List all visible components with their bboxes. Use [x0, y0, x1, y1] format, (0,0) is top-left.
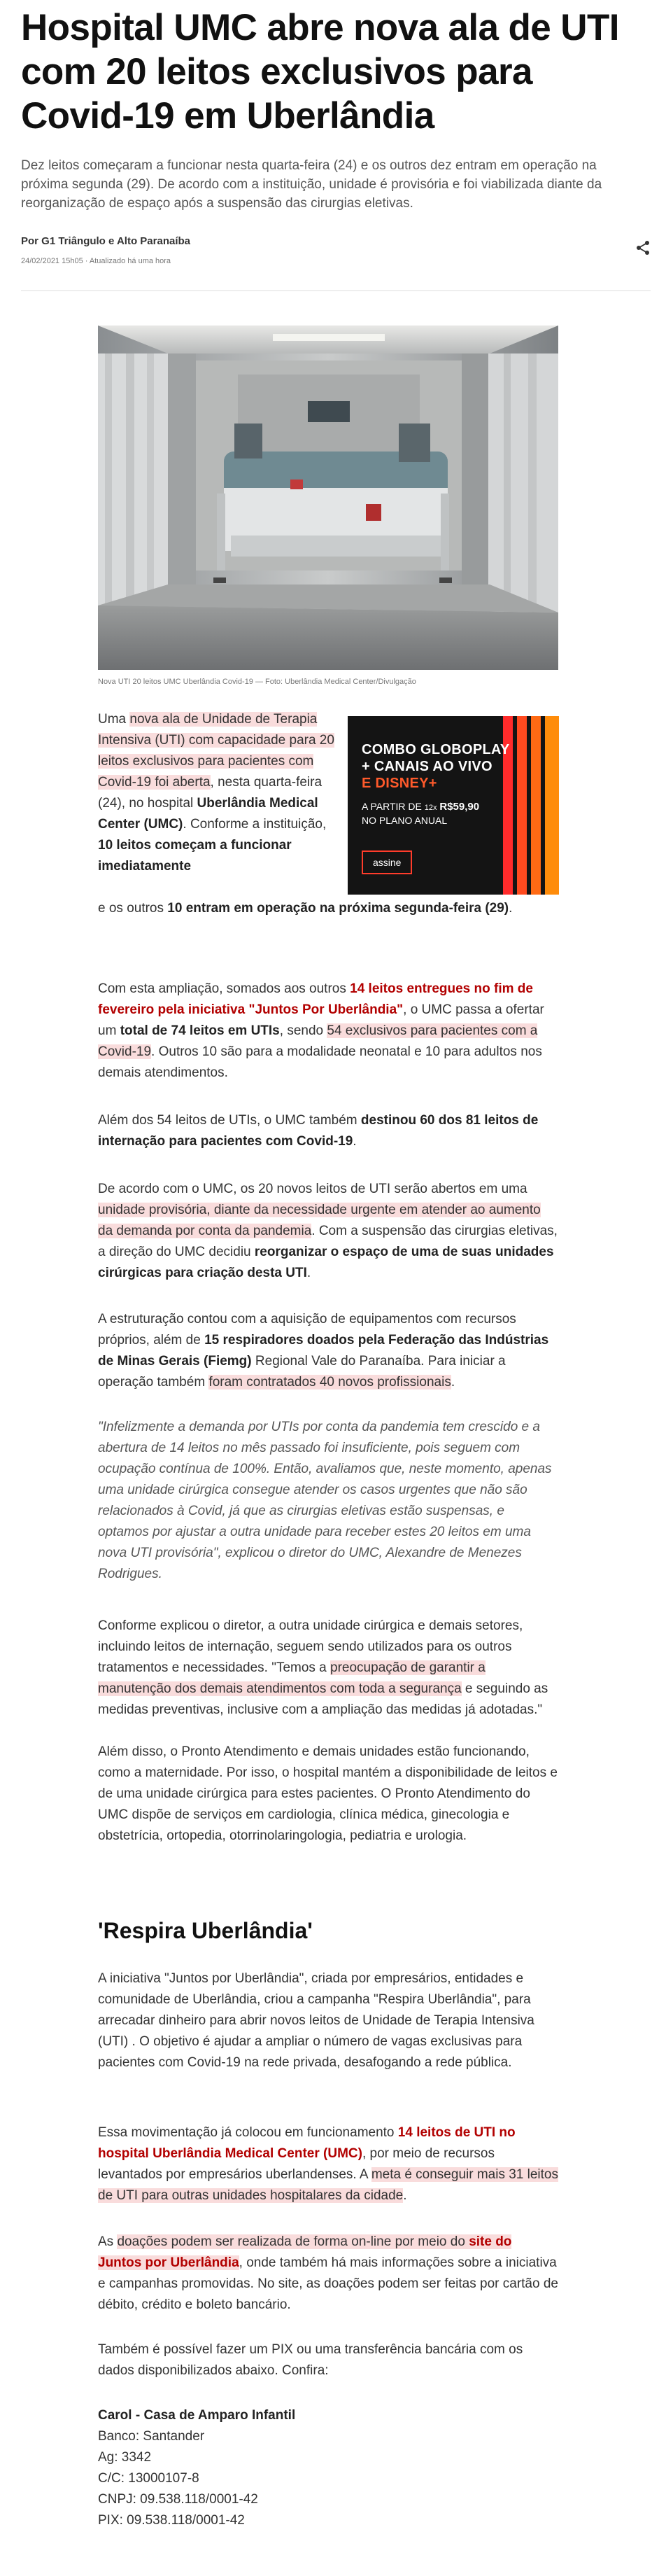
- ad-line-3: E DISNEY+: [362, 776, 437, 791]
- bank-account: C/C: 13000107-8: [98, 2471, 199, 2486]
- paragraph-3: Além dos 54 leitos de UTIs, o UMC também destinou 60 dos 81 leitos de internação para pacientes com Covid-19.: [98, 1113, 539, 1149]
- byline-row: [21, 235, 651, 265]
- highlight: nova ala de Unidade de Terapia Intensiva (UTI) com capacidade para 20 leitos exclusivos para pacientes com Covid-19 foi aberta: [98, 712, 334, 790]
- paragraph-5: A estruturação contou com a aquisição de equipamentos com recursos próprios, além de 15 respiradores doados pela Federação das Indústrias de Minas Gerais (Fiemg) Regional Vale do Paranaíba. Para iniciar a operação também foram contratados 40 novos profissionais.: [98, 1312, 549, 1390]
- bank-details: [98, 2405, 558, 2531]
- paragraph-4: De acordo com o UMC, os 20 novos leitos de UTI serão abertos em uma unidade provisória, diante da necessidade urgente em atender ao aumento da demanda por conta da pandemia. Com a suspensão das cirurgias eletivas, a direção do UMC decidiu reorganizar o espaço de uma de suas unidades cirúrgicas para criação desta UTI.: [98, 1182, 558, 1280]
- header-divider: [21, 290, 651, 291]
- paragraph-8: A iniciativa "Juntos por Uberlândia", criada por empresários, entidades e comunidade de Uberlândia, criou a campanha "Respira Uberlândia", para arrecadar dinheiro para abrir novos leitos de Unidade de Terapia Intensiva (UTI) . O objetivo é ajudar a ampliar o número de vagas exclusivas para pacientes com Covid-19 na rede privada, desafogando a rede pública.: [98, 1971, 534, 2070]
- paragraph-1-end: e os outros 10 entram em operação na próxima segunda-feira (29).: [98, 901, 513, 916]
- article-subtitle: Dez leitos começaram a funcionar nesta quarta-feira (24) e os outros dez entram em operação na próxima segunda (29). De acordo com a instituição, unidade é provisória e foi viabilizada diante da reorganização de espaço após a suspensão das cirurgias eletivas.: [21, 158, 602, 211]
- article-header: [0, 0, 666, 265]
- paragraph-11: Também é possível fazer um PIX ou uma transferência bancária com os dados disponibilizados abaixo. Confira:: [98, 2342, 523, 2378]
- share-icon[interactable]: [635, 239, 651, 256]
- link-juntos-por-uberlandia[interactable]: 14 leitos entregues no fim de fevereiro pela iniciativa "Juntos Por Uberlândia": [98, 981, 533, 1017]
- section-respira: [98, 1918, 558, 1944]
- article-photo[interactable]: [98, 326, 558, 670]
- paragraph-6: Conforme explicou o diretor, a outra unidade cirúrgica e demais setores, incluindo leitos de internação, seguem sendo utilizados para os outros tratamentos e necessidades. "Temos a preocupação de garantir a manutenção dos demais atendimentos com toda a segurança e seguindo as medidas preventivas, inclusive com a ampliação das medidas já adotadas.": [98, 1618, 548, 1717]
- quote-block: [98, 1417, 558, 1585]
- director-quote: "Infelizmente a demanda por UTIs por conta da pandemia tem crescido e a abertura de 14 leitos no mês passado foi insuficiente, pois seguem com ocupação contínua de 100%. Então, avaliamos que, neste momento, apenas uma unidade cirúrgica consegue atender os casos urgentes que não são relacionados à Covid, já que as cirurgias eletivas estão suspensas, e optamos por ajustar a outra unidade para receber estes 20 leitos em uma nova UTI provisória", explicou o diretor do UMC, Alexandre de Menezes Rodrigues.: [98, 1420, 552, 1581]
- paragraph-7: Além disso, o Pronto Atendimento e demais unidades estão funcionando, como a maternidade. Por isso, o hospital mantém a disponibilidade de leitos e de uma unidade cirúrgica para estes pacientes. O Pronto Atendimento do UMC dispõe de serviços em cardiologia, clínica médica, ginecologia e obstetrícia, ortopedia, otorrinolaringologia, pediatria e urologia.: [98, 1744, 558, 1843]
- ad-subscribe-button[interactable]: assine: [362, 850, 412, 874]
- paragraph-2: Com esta ampliação, somados aos outros 14 leitos entregues no fim de fevereiro pela iniciativa "Juntos Por Uberlândia", o UMC passa a ofertar um total de 74 leitos em UTIs, sendo 54 exclusivos para pacientes com a Covid-19. Outros 10 são para a modalidade neonatal e 10 para adultos nos demais atendimentos.: [98, 981, 544, 1080]
- ad-line-2: + CANAIS AO VIVO: [362, 759, 493, 774]
- ad-line-1: COMBO GLOBOPLAY: [362, 742, 510, 757]
- section-title: 'Respira Uberlândia': [98, 1918, 313, 1943]
- publish-date: 24/02/2021 15h05 · Atualizado há uma hora: [21, 257, 171, 265]
- byline: Por G1 Triângulo e Alto Paranaíba: [21, 235, 190, 247]
- paragraph-9: Essa movimentação já colocou em funcionamento 14 leitos de UTI no hospital Uberlândia Medical Center (UMC), por meio de recursos levantados por empresários uberlandenses. A meta é conseguir mais 31 leitos de UTI para outras unidades hospitalares da cidade.: [98, 2125, 558, 2203]
- ad-price: [362, 800, 479, 827]
- photo-caption: Nova UTI 20 leitos UMC Uberlândia Covid-19 — Foto: Uberlândia Medical Center/Divulgação: [98, 678, 416, 686]
- ad-price-suffix: NO PLANO ANUAL: [362, 815, 448, 826]
- bank-beneficiary: Carol - Casa de Amparo Infantil: [98, 2408, 296, 2423]
- link-umc[interactable]: 14 leitos de UTI no hospital Uberlândia Medical Center (UMC): [98, 2125, 516, 2161]
- link-site-juntos[interactable]: site do Juntos por Uberlândia: [98, 2234, 512, 2270]
- ad-price-qty: 12x: [424, 804, 437, 812]
- paragraph-1: Uma nova ala de Unidade de Terapia Intensiva (UTI) com capacidade para 20 leitos exclusivos para pacientes com Covid-19 foi aberta, nesta quarta-feira (24), no hospital Uberlândia Medical Center (UMC). Conforme a instituição, 10 leitos começam a funcionar imediatamente: [98, 712, 334, 874]
- article-title: Hospital UMC abre nova ala de UTI com 20 leitos exclusivos para Covid-19 em Uberlândia: [21, 7, 619, 136]
- bank-name: Banco: Santander: [98, 2429, 205, 2444]
- ad-headline: [362, 741, 510, 792]
- advertisement[interactable]: [348, 716, 559, 895]
- bank-agency: Ag: 3342: [98, 2450, 152, 2465]
- bank-pix: PIX: 09.538.118/0001-42: [98, 2513, 245, 2528]
- ad-price-value: R$59,90: [439, 801, 480, 813]
- ad-price-prefix: A PARTIR DE: [362, 801, 422, 812]
- bank-cnpj: CNPJ: 09.538.118/0001-42: [98, 2492, 258, 2507]
- paragraph-10: As doações podem ser realizada de forma on-line por meio do site do Juntos por Uberlândia, onde também há mais informações sobre a iniciativa e campanhas promovidas. No site, as doações podem ser feitas por cartão de débito, crédito e boleto bancário.: [98, 2234, 558, 2312]
- hospital-room-image: [98, 326, 558, 670]
